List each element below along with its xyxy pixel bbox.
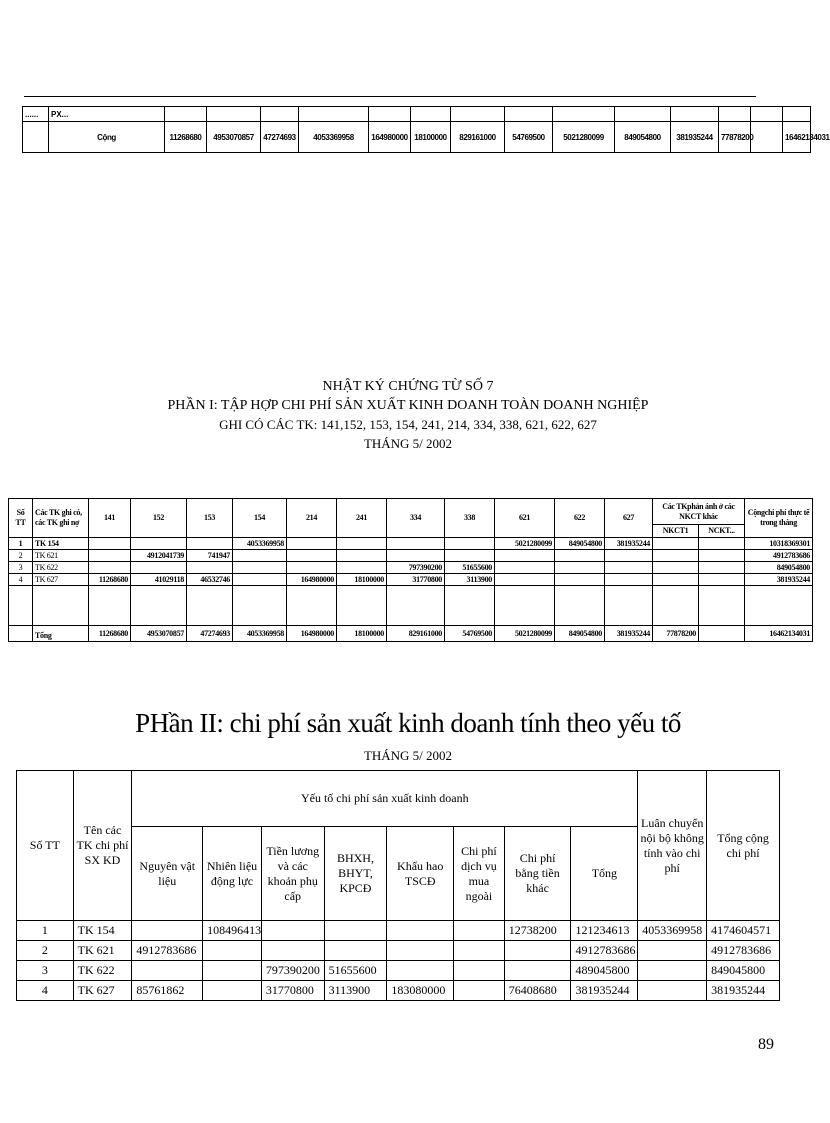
cell — [131, 562, 187, 574]
cell: 849054800 — [745, 562, 813, 574]
journal-title: NHẬT KÝ CHỨNG TỪ SỐ 7 — [322, 379, 494, 394]
col-header-sub: Nhiên liệu động lực — [203, 827, 262, 921]
col-header-cost-elements: Yếu tố chi phí sản xuất kinh doanh — [132, 771, 638, 827]
cell — [387, 921, 454, 941]
cell: 4 — [17, 981, 74, 1001]
cell: 797390200 — [261, 961, 324, 981]
cell: 41029118 — [131, 574, 187, 586]
carryover-cell — [751, 122, 783, 153]
cell: 10318369301 — [745, 538, 813, 550]
cell: 77878200 — [653, 626, 699, 642]
col-header-sub: Tổng — [571, 827, 638, 921]
cell: 164980000 — [287, 626, 337, 642]
cell: TK 627 — [33, 574, 89, 586]
cell: 381935244 — [605, 626, 653, 642]
cost-row — [17, 981, 780, 1001]
part1-month: THÁNG 5/ 2002 — [363, 436, 453, 451]
cell: 829161000 — [387, 626, 445, 642]
cell: 4 — [9, 574, 33, 586]
part2-title: PHần II: chi phí sản xuất kinh doanh tính theo yếu tố — [135, 708, 681, 738]
cell — [699, 574, 745, 586]
cell — [187, 562, 233, 574]
col-header-sub: BHXH, BHYT, KPCĐ — [324, 827, 387, 921]
carryover-cell: 54769500 — [505, 122, 553, 153]
col-header-total-cost: Tổng cộng chi phí — [707, 771, 780, 921]
cell: 3113900 — [445, 574, 495, 586]
cost-row — [17, 941, 780, 961]
cell: 51655600 — [445, 562, 495, 574]
col-header: 154 — [233, 499, 287, 538]
cell — [187, 538, 233, 550]
cell — [605, 550, 653, 562]
cell — [203, 961, 262, 981]
cell — [653, 562, 699, 574]
cell — [699, 562, 745, 574]
col-header-sub: Khấu hao TSCĐ — [387, 827, 454, 921]
cell — [287, 550, 337, 562]
col-header: 622 — [555, 499, 605, 538]
cell — [495, 562, 555, 574]
cell: 4912041739 — [131, 550, 187, 562]
header-rule — [24, 96, 756, 97]
col-header-sub: Nguyên vật liệu — [132, 827, 203, 921]
cell: 3113900 — [324, 981, 387, 1001]
cell: 108496413 — [203, 921, 262, 941]
cell — [132, 961, 203, 981]
cell: 2 — [17, 941, 74, 961]
carryover-cell: 5021280099 — [553, 122, 615, 153]
cell: 849054800 — [555, 538, 605, 550]
carryover-cell: ...... — [23, 107, 49, 122]
col-header-accounts: Tên các TK chi phí SX KD — [73, 771, 132, 921]
carryover-cell: 16462134031 — [783, 122, 811, 153]
cell — [653, 538, 699, 550]
cell — [337, 562, 387, 574]
cell — [89, 538, 131, 550]
col-header-stt: Số TT — [9, 499, 33, 538]
col-header: 627 — [605, 499, 653, 538]
cell: Tổng — [33, 626, 89, 642]
cell: TK 621 — [33, 550, 89, 562]
cell — [605, 562, 653, 574]
page-number: 89 — [758, 1036, 774, 1053]
carryover-cell: 381935244 — [671, 122, 719, 153]
cell: 4053369958 — [638, 921, 707, 941]
cell: 1 — [17, 921, 74, 941]
cell: 46532746 — [187, 574, 233, 586]
cell — [504, 941, 571, 961]
cell — [337, 550, 387, 562]
cell: 849045800 — [707, 961, 780, 981]
carryover-cell: 4053369958 — [299, 122, 369, 153]
col-header-stt: Số TT — [17, 771, 74, 921]
cell: 4053369958 — [233, 626, 287, 642]
cell: 5021280099 — [495, 626, 555, 642]
cell: 3 — [9, 562, 33, 574]
cell: 5021280099 — [495, 538, 555, 550]
cell: 121234613 — [571, 921, 638, 941]
cell: 4912783686 — [745, 550, 813, 562]
cell — [233, 562, 287, 574]
col-header: 621 — [495, 499, 555, 538]
cell: 11268680 — [89, 574, 131, 586]
carryover-cell: 11268680 — [165, 122, 207, 153]
cell — [699, 626, 745, 642]
cell — [454, 981, 505, 1001]
col-header: 241 — [337, 499, 387, 538]
journal-total-row — [9, 626, 813, 642]
cell: 4912783686 — [707, 941, 780, 961]
journal-table — [8, 498, 813, 642]
col-header-other-journals: Các TKphản ánh ở các NKCT khác — [653, 499, 745, 525]
cell: 16462134031 — [745, 626, 813, 642]
cell — [89, 562, 131, 574]
cell: 54769500 — [445, 626, 495, 642]
cell — [495, 550, 555, 562]
cell: TK 154 — [33, 538, 89, 550]
cell — [324, 941, 387, 961]
col-header-sub: Chi phí dịch vụ mua ngoài — [454, 827, 505, 921]
journal-header-row — [9, 499, 813, 525]
journal-row — [9, 550, 813, 562]
part1-subtitle: PHẦN I: TẬP HỢP CHI PHÍ SẢN XUẤT KINH DOANH TOÀN DOANH NGHIỆP — [167, 398, 649, 413]
col-header-sub: Tiền lương và các khoản phụ cấp — [261, 827, 324, 921]
carryover-row-total — [23, 122, 811, 153]
col-header: 153 — [187, 499, 233, 538]
cell: TK 627 — [73, 981, 132, 1001]
cell: TK 621 — [73, 941, 132, 961]
carryover-cell: Cộng — [49, 122, 165, 153]
cell — [495, 574, 555, 586]
cell — [203, 981, 262, 1001]
carryover-cell: 18100000 — [411, 122, 451, 153]
cell — [387, 550, 445, 562]
cell — [287, 562, 337, 574]
col-header-total: Cộngchi phí thực tế trong tháng — [745, 499, 813, 538]
cell — [387, 538, 445, 550]
cell — [261, 941, 324, 961]
cell: 381935244 — [707, 981, 780, 1001]
cell: TK 154 — [73, 921, 132, 941]
cell — [555, 550, 605, 562]
cell: 381935244 — [571, 981, 638, 1001]
cell — [699, 550, 745, 562]
cell: 4174604571 — [707, 921, 780, 941]
cell: 741947 — [187, 550, 233, 562]
cell — [233, 574, 287, 586]
cell — [132, 921, 203, 941]
cell — [504, 961, 571, 981]
carryover-cell: 47274693 — [261, 122, 299, 153]
cell: 1 — [9, 538, 33, 550]
journal-empty-row — [9, 586, 813, 626]
cell: 18100000 — [337, 626, 387, 642]
col-header-accounts: Các TK ghi có, các TK ghi nợ — [33, 499, 89, 538]
carryover-cell: 164980000 — [369, 122, 411, 153]
cell — [699, 538, 745, 550]
cell: TK 622 — [73, 961, 132, 981]
cell: 381935244 — [745, 574, 813, 586]
cell: 12738200 — [504, 921, 571, 941]
col-header-internal-transfer: Luân chuyển nội bộ không tính vào chi phí — [638, 771, 707, 921]
cell — [445, 538, 495, 550]
cell: 31770800 — [261, 981, 324, 1001]
col-header: 214 — [287, 499, 337, 538]
cell: 4953070857 — [131, 626, 187, 642]
cell — [131, 538, 187, 550]
col-header: 338 — [445, 499, 495, 538]
cell: TK 622 — [33, 562, 89, 574]
cell — [387, 941, 454, 961]
cell — [555, 562, 605, 574]
col-header-sub: Chi phí bằng tiền khác — [504, 827, 571, 921]
cell: 18100000 — [337, 574, 387, 586]
cell — [653, 550, 699, 562]
col-header: 334 — [387, 499, 445, 538]
carryover-cell: 77878200 — [719, 122, 751, 153]
cell: 47274693 — [187, 626, 233, 642]
cost-element-table — [16, 770, 780, 1001]
carryover-cell: 4953070857 — [207, 122, 261, 153]
carryover-table — [22, 106, 830, 153]
cell — [337, 538, 387, 550]
journal-row — [9, 562, 813, 574]
cost-header-row — [17, 771, 780, 827]
cell: 31770800 — [387, 574, 445, 586]
cell — [638, 981, 707, 1001]
cell: 51655600 — [324, 961, 387, 981]
cell — [454, 961, 505, 981]
cell — [261, 921, 324, 941]
cell — [233, 550, 287, 562]
cell — [9, 626, 33, 642]
cell — [89, 550, 131, 562]
cell — [555, 574, 605, 586]
col-header-nkct1: NKCT1 — [653, 525, 699, 538]
cell: 489045800 — [571, 961, 638, 981]
cell — [445, 550, 495, 562]
cost-row — [17, 921, 780, 941]
journal-row — [9, 574, 813, 586]
cell — [454, 921, 505, 941]
cell: 11268680 — [89, 626, 131, 642]
journal-row — [9, 538, 813, 550]
carryover-cell: PX... — [49, 107, 165, 122]
cell — [203, 941, 262, 961]
cell — [653, 574, 699, 586]
col-header: 141 — [89, 499, 131, 538]
cell: 164980000 — [287, 574, 337, 586]
col-header-nkct-other: NCKT... — [699, 525, 745, 538]
cell — [287, 538, 337, 550]
carryover-row-px — [23, 107, 811, 122]
cell: 4912783686 — [132, 941, 203, 961]
cell — [605, 574, 653, 586]
cell: 849054800 — [555, 626, 605, 642]
col-header: 152 — [131, 499, 187, 538]
cell — [454, 941, 505, 961]
cell: 3 — [17, 961, 74, 981]
credit-accounts-line: GHI CÓ CÁC TK: 141,152, 153, 154, 241, 214, 334, 338, 621, 622, 627 — [219, 417, 597, 432]
cell — [387, 961, 454, 981]
carryover-cell: 829161000 — [451, 122, 505, 153]
cell: 183080000 — [387, 981, 454, 1001]
carryover-cell: 849054800 — [615, 122, 671, 153]
cell — [638, 941, 707, 961]
cell: 85761862 — [132, 981, 203, 1001]
part2-month: THÁNG 5/ 2002 — [363, 748, 453, 763]
cell: 4912783686 — [571, 941, 638, 961]
cell: 4053369958 — [233, 538, 287, 550]
cell — [324, 921, 387, 941]
cost-row — [17, 961, 780, 981]
cell: 2 — [9, 550, 33, 562]
cell: 797390200 — [387, 562, 445, 574]
cell: 76408680 — [504, 981, 571, 1001]
cell — [638, 961, 707, 981]
cell: 381935244 — [605, 538, 653, 550]
